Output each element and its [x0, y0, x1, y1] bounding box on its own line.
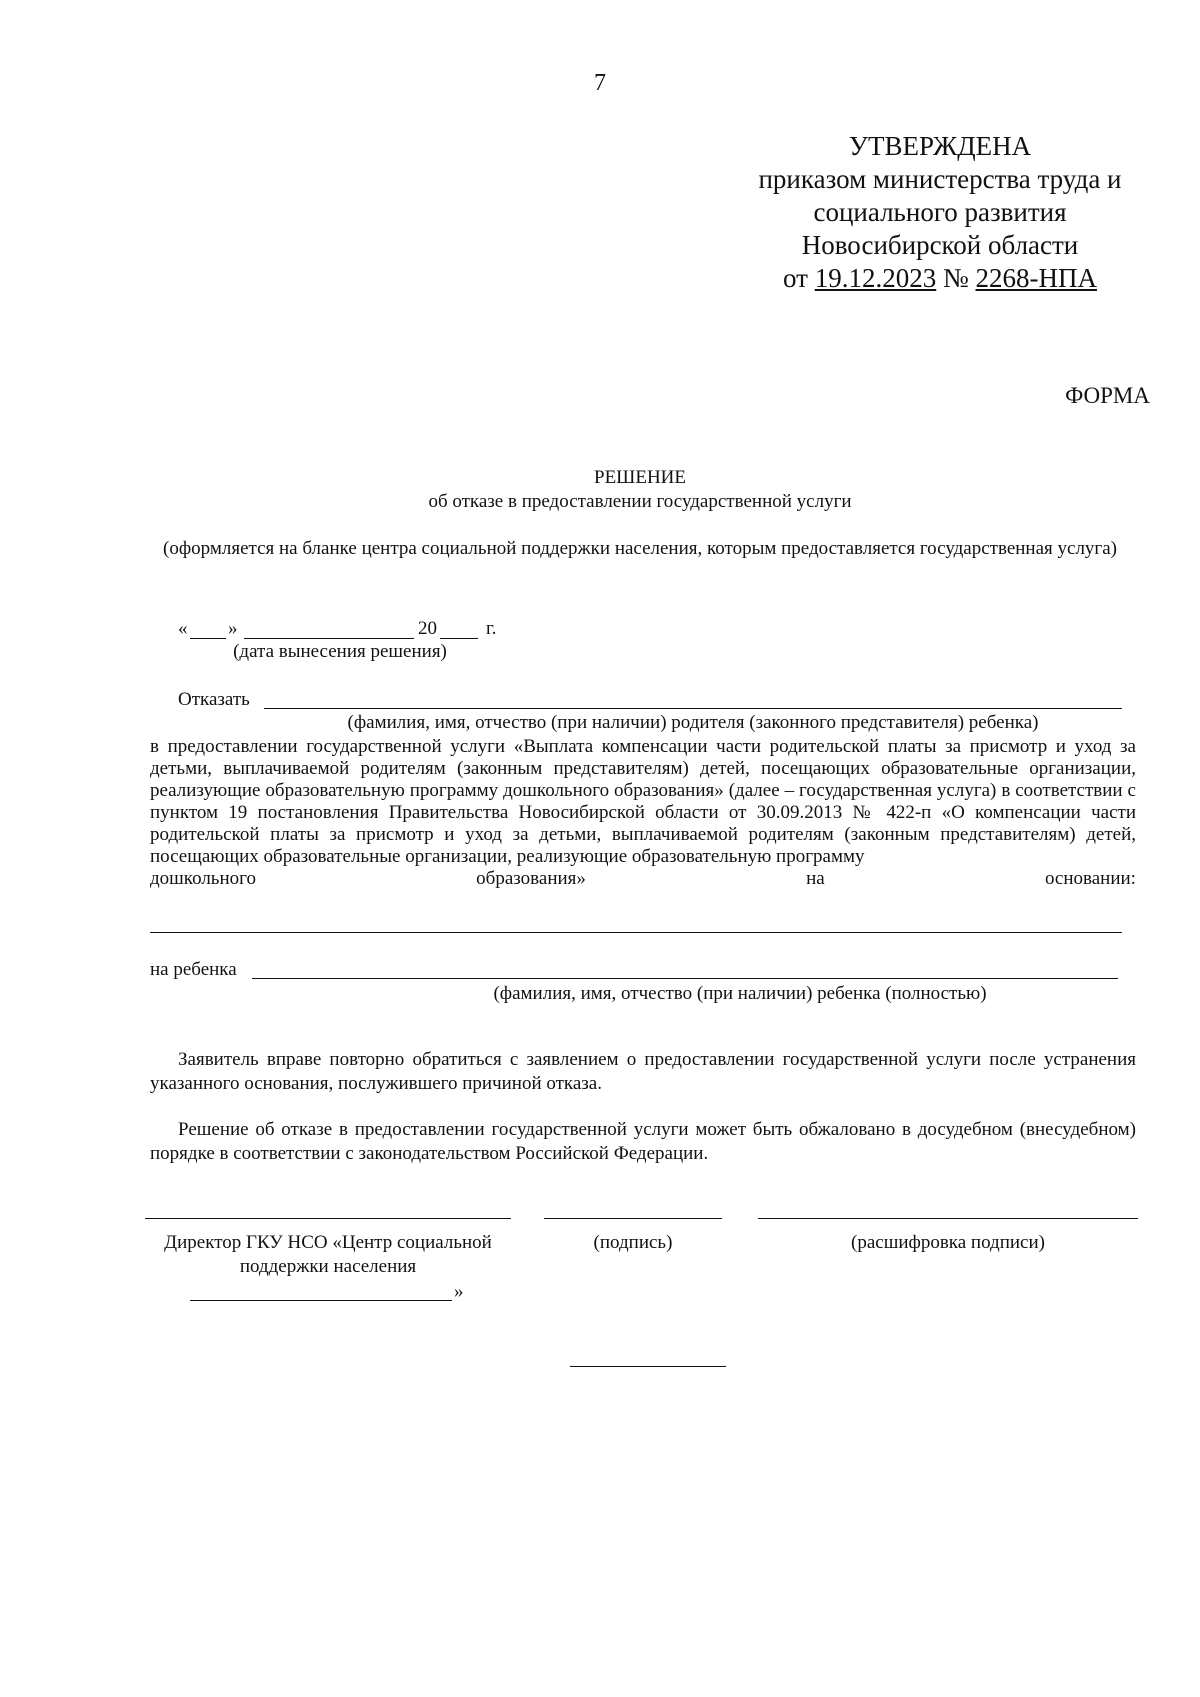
form-label: ФОРМА	[1065, 383, 1150, 408]
day-blank-line	[190, 638, 226, 639]
reapply-paragraph: Заявитель вправе повторно обратиться с заявлением о предоставлении государственной услуги после устранения указанного основания, послужившего причиной отказа.	[150, 1049, 1136, 1094]
month-blank-line	[244, 638, 414, 639]
year-blank-line	[440, 638, 478, 639]
director-line-1: Директор ГКУ НСО «Центр социальной	[164, 1232, 492, 1253]
date-close-quote: »	[228, 618, 238, 639]
approval-date-line	[700, 262, 1180, 295]
document-heading	[0, 466, 1200, 514]
director-line-2: поддержки населения	[239, 1256, 417, 1277]
decoding-caption: (расшифровка подписи)	[851, 1232, 1045, 1253]
document-subtitle: об отказе в предоставлении государственной услуги	[428, 491, 852, 512]
approval-line-1: приказом министерства труда и	[758, 164, 1122, 194]
document-title: РЕШЕНИЕ	[594, 467, 686, 488]
body-word-4: основании:	[1044, 868, 1136, 889]
director-close-quote: »	[454, 1281, 464, 1302]
appeal-paragraph: Решение об отказе в предоставлении государственной услуги может быть обжаловано в досудебном (внесудебном) порядке в соответствии с законодательством Российской Федерации.	[150, 1119, 1136, 1164]
decoding-line	[758, 1218, 1138, 1219]
body-word-2: образования»	[476, 868, 586, 889]
approval-date: 19.12.2023	[814, 263, 937, 293]
body-word-1: дошкольного	[150, 868, 256, 889]
document-note: (оформляется на бланке центра социальной поддержки населения, которым предоставляется государственная услуга)	[163, 538, 1117, 559]
page-number: 7	[594, 70, 606, 96]
parent-name-blank-line	[264, 708, 1122, 709]
decision-body-last-line	[150, 868, 1136, 890]
child-name-caption: (фамилия, имя, отчество (при наличии) ребенка (полностью)	[493, 983, 987, 1004]
approval-line-2: социального развития	[813, 197, 1067, 227]
date-caption: (дата вынесения решения)	[233, 641, 447, 662]
director-signature-line	[145, 1218, 511, 1219]
approval-title: УТВЕРЖДЕНА	[848, 131, 1032, 161]
decision-body	[150, 736, 1136, 890]
center-name-blank-line	[190, 1300, 452, 1301]
approval-line-3: Новосибирской области	[801, 230, 1079, 260]
child-name-blank-line	[252, 978, 1118, 979]
year-suffix: г.	[486, 618, 497, 639]
approval-block	[700, 130, 1180, 295]
decision-body-text: в предоставлении государственной услуги «Выплата компенсации части родительской платы за присмотр и уход за детьми, выплачиваемой родителям (законным представителям) детей, посещающих образовательные организации, реализующие образовательную программу дошкольного образования» (далее – государственная услуга) в соответствии с пунктом 19 постановления Правительства Новосибирской области от 30.09.2013 № 422-п «О компенсации части родительской платы за присмотр и уход за детьми, выплачиваемой родителям (законным представителям) детей, посещающих образовательные организации, реализующие образовательную программу	[150, 736, 1136, 867]
signature-caption: (подпись)	[593, 1232, 673, 1253]
approval-number: 2268-НПА	[975, 263, 1097, 293]
parent-name-caption: (фамилия, имя, отчество (при наличии) родителя (законного представителя) ребенка)	[347, 712, 1039, 733]
signature-line	[544, 1218, 722, 1219]
body-word-3: на	[806, 868, 825, 889]
approval-from: от	[783, 263, 808, 293]
date-open-quote: «	[178, 618, 188, 639]
grounds-blank-line	[150, 932, 1122, 933]
end-separator-line	[570, 1366, 726, 1367]
director-caption	[145, 1231, 511, 1279]
approval-number-sign: №	[942, 263, 969, 293]
child-label: на ребенка	[150, 959, 237, 980]
refuse-label: Отказать	[178, 689, 250, 710]
year-prefix: 20	[418, 618, 437, 639]
